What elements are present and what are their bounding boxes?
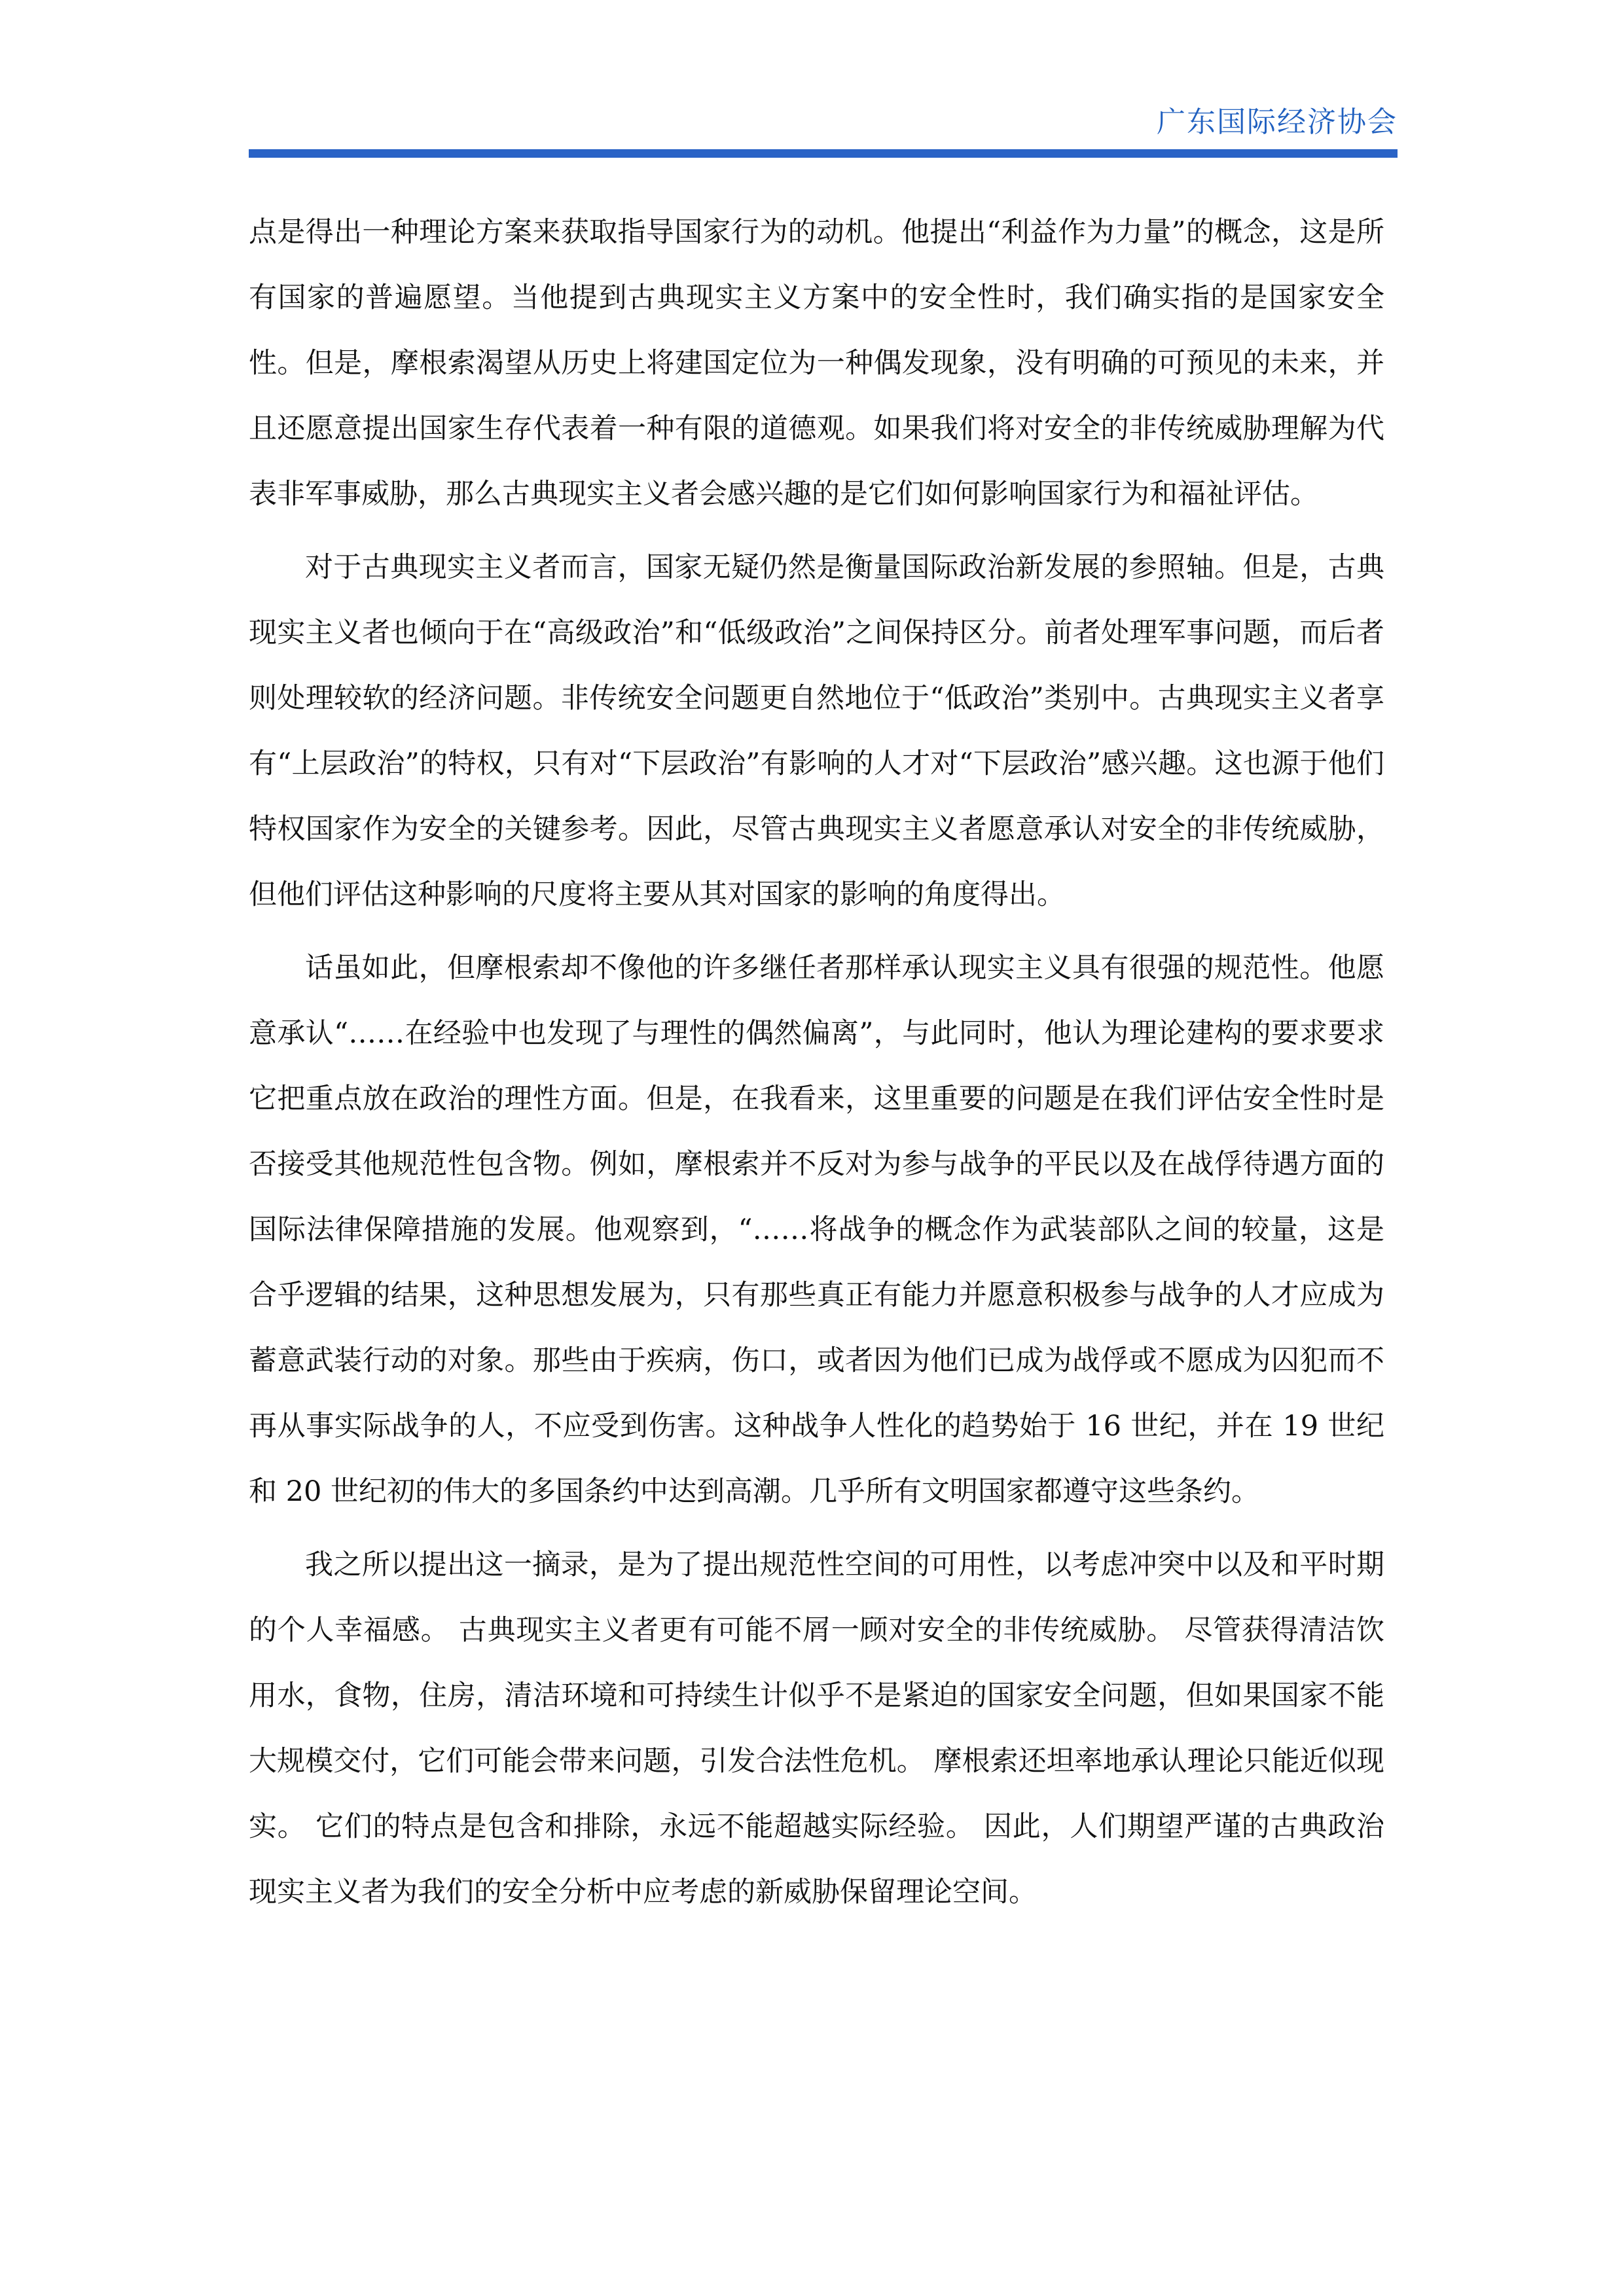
- document-body: [249, 200, 1384, 1925]
- header-divider: [249, 149, 1398, 158]
- page-header: [249, 92, 1398, 164]
- paragraph-continuation: 点是得出一种理论方案来获取指导国家行为的动机。他提出“利益作为力量”的概念，这是所有国家的普遍愿望。当他提到古典现实主义方案中的安全性时，我们确实指的是国家安全性。但是，摩根索渴望从历史上将建国定位为一种偶发现象，没有明确的可预见的未来，并且还愿意提出国家生存代表着一种有限的道德观。如果我们将对安全的非传统威胁理解为代表非军事威胁，那么古典现实主义者会感兴趣的是它们如何影响国家行为和福祉评估。: [249, 216, 1384, 511]
- paragraph-normative-realism: 话虽如此，但摩根索却不像他的许多继任者那样承认现实主义具有很强的规范性。他愿意承认“……在经验中也发现了与理性的偶然偏离”，与此同时，他认为理论建构的要求要求它把重点放在政治的理性方面。但是，在我看来，这里重要的问题是在我们评估安全性时是否接受其他规范性包含物。例如，摩根索并不反对为参与战争的平民以及在战俘待遇方面的国际法律保障措施的发展。他观察到，“……将战争的概念作为武装部队之间的较量，这是合乎逻辑的结果，这种思想发展为，只有那些真正有能力并愿意积极参与战争的人才应成为蓄意武装行动的对象。那些由于疾病，伤口，或者因为他们已成为战俘或不愿成为囚犯而不再从事实际战争的人，不应受到伤害。这种战争人性化的趋势始于 16 世纪，并在 19 世纪和 20 世纪初的伟大的多国条约中达到高潮。几乎所有文明国家都遵守这些条约。: [249, 952, 1384, 1508]
- paragraph-normative-space: 我之所以提出这一摘录，是为了提出规范性空间的可用性，以考虑冲突中以及和平时期的个人幸福感。 古典现实主义者更有可能不屑一顾对安全的非传统威胁。 尽管获得清洁饮用水，食物，住房，清洁环境和可持续生计似乎不是紧迫的国家安全问题，但如果国家不能大规模交付，它们可能会带来问题，引发合法性危机。 摩根索还坦率地承认理论只能近似现实。 它们的特点是包含和排除，永远不能超越实际经验。 因此，人们期望严谨的古典政治现实主义者为我们的安全分析中应考虑的新威胁保留理论空间。: [249, 1549, 1384, 1909]
- organization-name: 广东国际经济协会: [1157, 105, 1398, 139]
- paragraph-state-reference-axis: 对于古典现实主义者而言，国家无疑仍然是衡量国际政治新发展的参照轴。但是，古典现实主义者也倾向于在“高级政治”和“低级政治”之间保持区分。前者处理军事问题，而后者则处理较软的经济问题。非传统安全问题更自然地位于“低政治”类别中。古典现实主义者享有“上层政治”的特权，只有对“下层政治”有影响的人才对“下层政治”感兴趣。这也源于他们特权国家作为安全的关键参考。因此，尽管古典现实主义者愿意承认对安全的非传统威胁，但他们评估这种影响的尺度将主要从其对国家的影响的角度得出。: [249, 551, 1384, 911]
